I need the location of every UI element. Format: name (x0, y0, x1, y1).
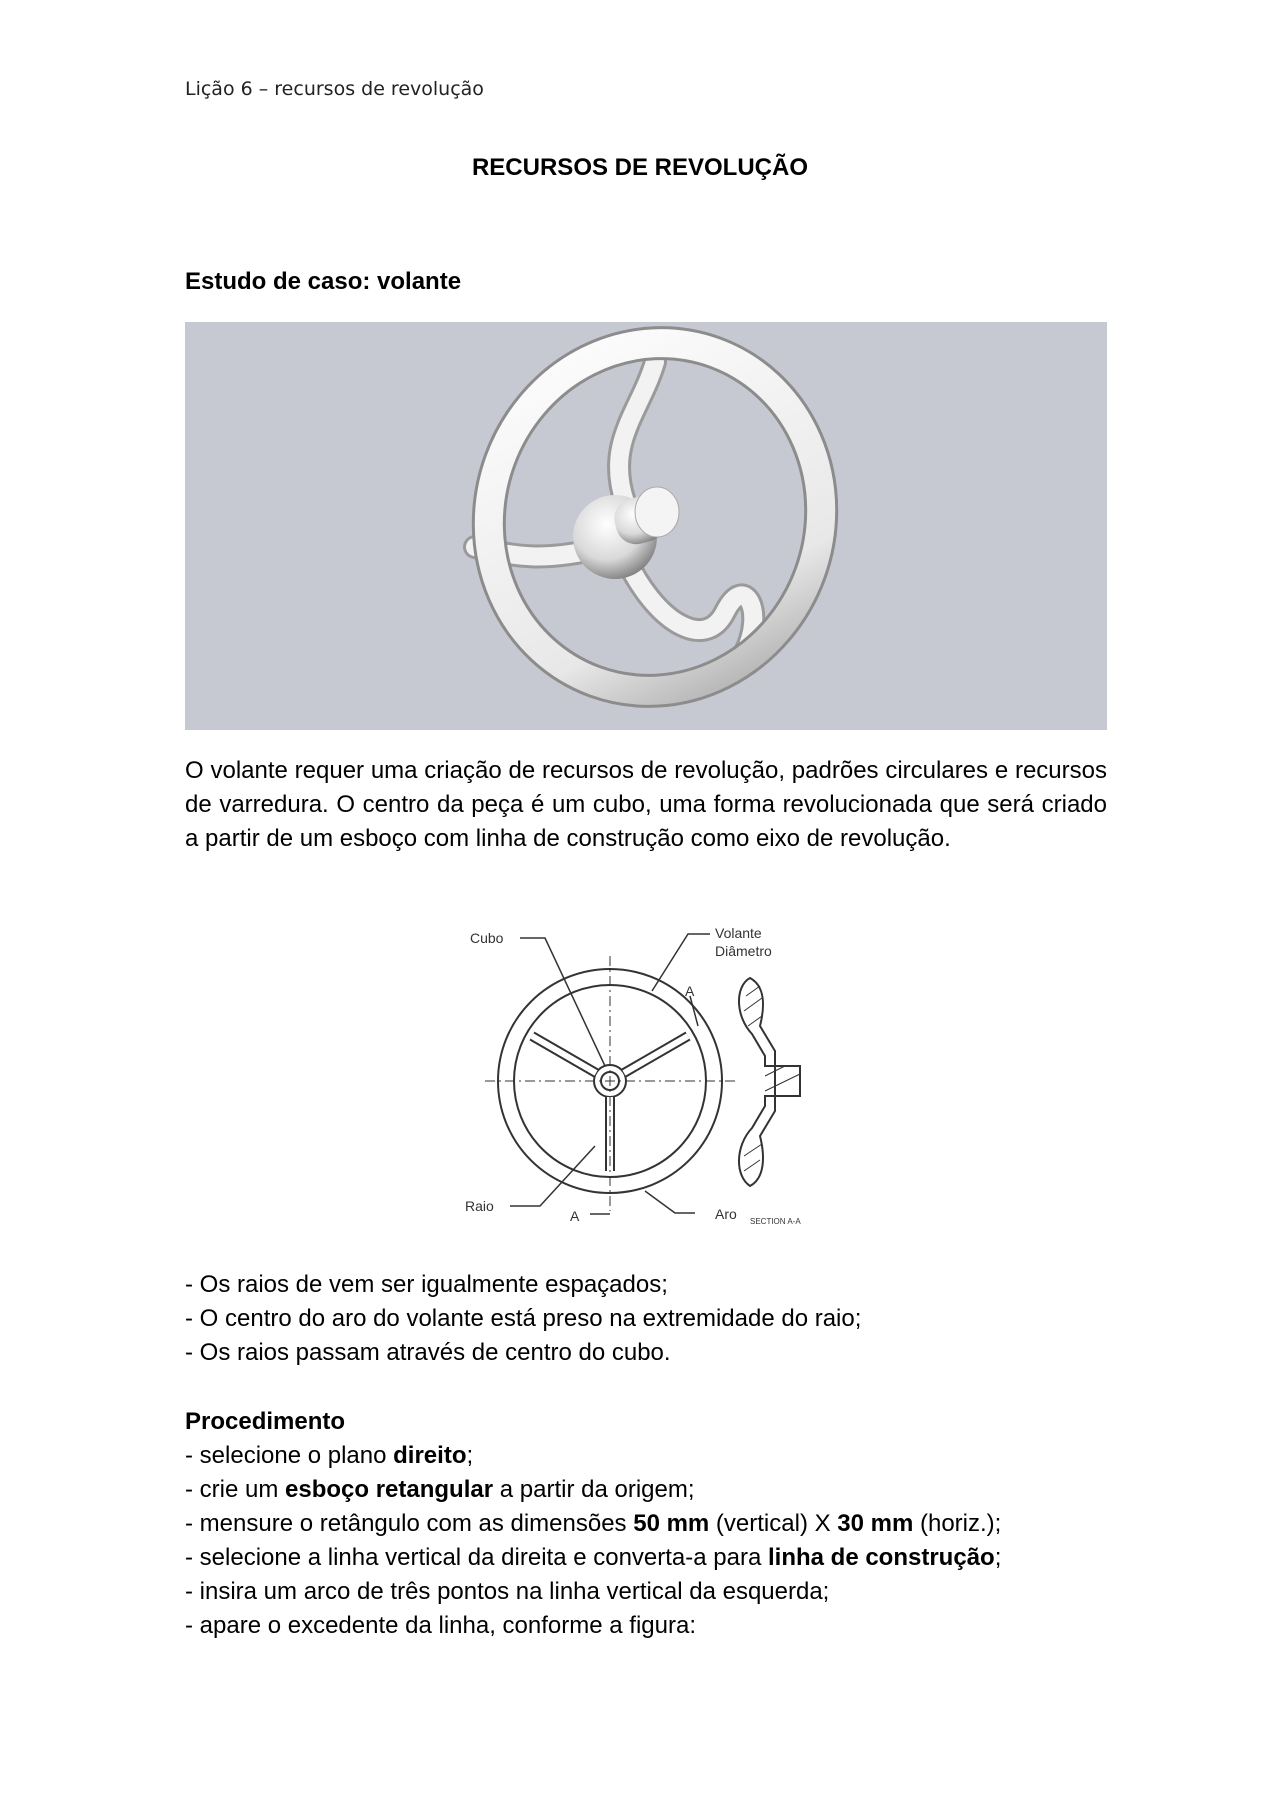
bullet-item: - O centro do aro do volante está preso na extremidade do raio; (185, 1305, 862, 1332)
step-text: ; (466, 1442, 474, 1469)
step-text: (vertical) X (709, 1510, 838, 1537)
diagram-section-mark-bottom: A (570, 1208, 580, 1224)
procedure-step (185, 1575, 1001, 1609)
procedure-step (185, 1473, 1001, 1507)
procedure-heading: Procedimento (185, 1408, 346, 1435)
page-title: RECURSOS DE REVOLUÇÃO (471, 154, 809, 181)
diagram-label-wheel: Volante (715, 925, 762, 941)
step-text: (horiz.); (913, 1510, 1002, 1537)
diagram-label-hub: Cubo (470, 930, 504, 946)
intro-paragraph: O volante requer uma criação de recursos de revolução, padrões circulares e recursos de varredura. O centro da peça é um cubo, uma forma revolucionada que será criado a partir de um esboço com linha de construção como eixo de revolução. (185, 757, 1107, 852)
bullet-item: - Os raios de vem ser igualmente espaçados; (185, 1271, 668, 1298)
step-text: ; (994, 1544, 1002, 1571)
diagram-label-spoke: Raio (465, 1198, 494, 1214)
step-bold: 50 mm (633, 1510, 710, 1537)
diagram-label-rim: Aro (715, 1206, 737, 1222)
step-text: - mensure o retângulo com as dimensões (185, 1510, 634, 1537)
step-text: - selecione a linha vertical da direita e converta-a para (185, 1544, 768, 1571)
step-text: - apare o excedente da linha, conforme a figura: (185, 1612, 696, 1639)
diagram-label-section: SECTION A-A (750, 1217, 801, 1226)
diagram-section-mark-top: A (685, 983, 695, 999)
handwheel-render-image (185, 322, 1107, 730)
diagram-label-diameter: Diâmetro (715, 943, 772, 959)
step-bold: 30 mm (837, 1510, 914, 1537)
step-bold: esboço retangular (285, 1476, 494, 1503)
step-text: - selecione o plano (185, 1442, 394, 1469)
handwheel-3d-illustration (185, 322, 1107, 730)
handwheel-technical-drawing (460, 916, 860, 1241)
step-bold: direito (393, 1442, 467, 1469)
front-view (485, 934, 735, 1214)
section-title: Estudo de caso: volante (185, 268, 462, 295)
section-view (739, 978, 800, 1186)
step-text: - crie um (185, 1476, 286, 1503)
procedure-step (185, 1439, 1001, 1473)
bullet-item: - Os raios passam através de centro do cubo. (185, 1339, 671, 1366)
bullet-list (185, 1268, 861, 1370)
step-bold: linha de construção (767, 1544, 995, 1571)
procedure-section (185, 1405, 1001, 1643)
step-text: a partir da origem; (493, 1476, 695, 1503)
handwheel-diagram (460, 916, 860, 1241)
procedure-step (185, 1609, 1001, 1643)
procedure-step (185, 1541, 1001, 1575)
step-text: - insira um arco de três pontos na linha vertical da esquerda; (185, 1578, 830, 1605)
procedure-step (185, 1507, 1001, 1541)
page-header: Lição 6 – recursos de revolução (185, 78, 484, 100)
